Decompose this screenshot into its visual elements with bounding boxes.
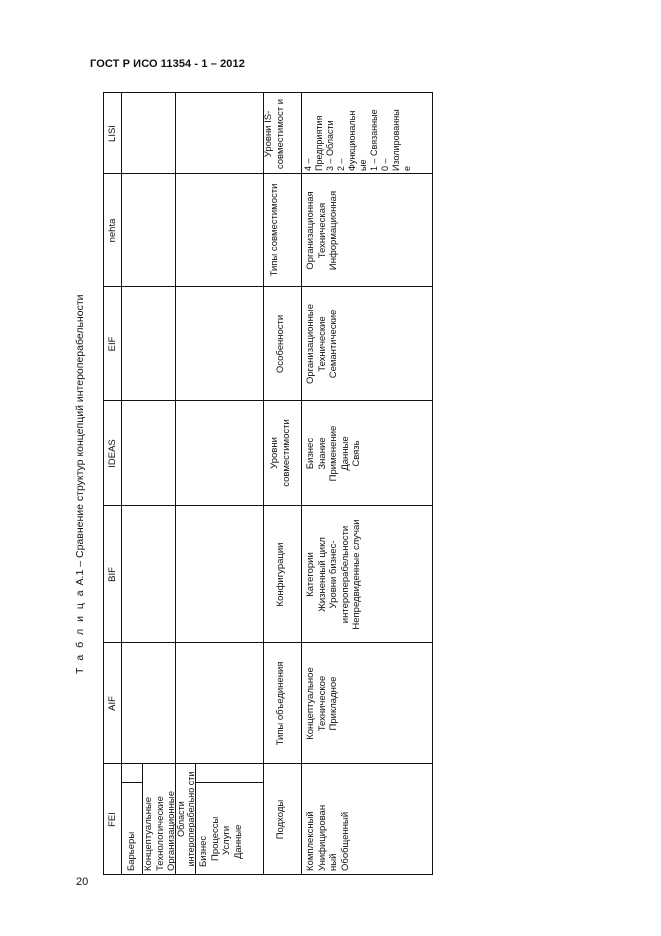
bif-configuration: Уровни бизнес- bbox=[328, 540, 339, 609]
table-caption bbox=[74, 194, 86, 674]
bif-configurations-list bbox=[305, 506, 429, 643]
document-header: ГОСТ Р ИСО 11354 - 1 – 2012 bbox=[90, 58, 245, 70]
comparison-table bbox=[103, 92, 433, 875]
lisi-level: 0 – bbox=[380, 158, 390, 171]
eif-feature: Организационные bbox=[305, 303, 316, 385]
row-label-aif: Типы объединения bbox=[275, 661, 286, 746]
eif-features-list bbox=[305, 287, 429, 401]
ideas-level: Связь bbox=[351, 440, 362, 467]
fei-approach: ный bbox=[328, 853, 339, 871]
table-border-bottom bbox=[432, 92, 433, 875]
row-label-nehta: Типы совместимости bbox=[269, 183, 280, 277]
aif-integration-type: Прикладное bbox=[328, 676, 339, 731]
fei-areas-list bbox=[198, 783, 260, 867]
column-header-lisi: LISI bbox=[107, 125, 118, 142]
fei-barrier: Технологические bbox=[154, 796, 166, 871]
lisi-level: 1 – Связанные bbox=[369, 109, 379, 171]
page-number: 20 bbox=[76, 876, 89, 888]
aif-integration-type: Техническое bbox=[316, 675, 328, 732]
lisi-level: 4 – bbox=[303, 158, 313, 171]
ideas-level: Знание bbox=[316, 437, 328, 470]
column-header-aif: AIF bbox=[107, 696, 118, 711]
fei-approach: Унифицирован bbox=[316, 804, 328, 871]
row-label-eif: Особенности bbox=[275, 314, 286, 374]
bif-configuration: Категории bbox=[305, 552, 316, 597]
nehta-type: Техническая bbox=[316, 202, 328, 259]
fei-approaches-list bbox=[305, 765, 429, 871]
approaches-row-divider bbox=[301, 92, 302, 875]
ideas-level: Бизнес bbox=[305, 437, 316, 470]
aif-integration-type: Концептуальное bbox=[305, 667, 316, 740]
nehta-types-list bbox=[305, 174, 429, 287]
fei-area: Процессы bbox=[209, 816, 221, 861]
fei-area: Бизнес bbox=[198, 835, 209, 867]
fei-area: Данные bbox=[232, 824, 244, 859]
caption-title: А.1 – Сравнение структур концепций интероперабельности bbox=[74, 294, 86, 586]
lisi-level: ые bbox=[358, 159, 368, 171]
nehta-type: Информационная bbox=[328, 190, 339, 271]
table-border-left bbox=[103, 874, 433, 875]
header-row-divider bbox=[121, 92, 122, 875]
aif-row-divider-2 bbox=[263, 92, 264, 764]
row-label-ideas: Уровни совместимости bbox=[269, 419, 292, 487]
fei-area: Услуги bbox=[221, 825, 232, 855]
lisi-level: 3 – Области bbox=[325, 120, 335, 171]
row-label-bif: Конфигурации bbox=[275, 542, 286, 607]
table-border-top bbox=[103, 92, 104, 875]
lisi-level: Функциональн bbox=[347, 110, 357, 171]
lisi-level: 2 – bbox=[336, 158, 346, 171]
row-label-fei: Подходы bbox=[275, 799, 286, 840]
nehta-type: Организационная bbox=[305, 191, 316, 270]
fei-barrier: Концептуальные bbox=[143, 796, 154, 871]
ideas-level: Применение bbox=[328, 425, 339, 482]
bif-configuration: Непредвиденные случаи bbox=[351, 519, 362, 630]
eif-feature: Семантические bbox=[328, 309, 339, 379]
ideas-level: Данные bbox=[339, 436, 351, 471]
fei-areas-label: Области интероперабельно сти bbox=[176, 771, 196, 867]
eif-feature: Технические bbox=[316, 316, 328, 372]
aif-integration-types-list bbox=[305, 643, 429, 764]
fei-barriers-list bbox=[143, 764, 175, 871]
column-header-ideas: IDEAS bbox=[107, 439, 118, 468]
lisi-levels-list bbox=[303, 93, 432, 171]
lisi-level: е bbox=[402, 165, 412, 171]
column-header-nehta: nehta bbox=[107, 218, 118, 243]
fei-barriers-label: Барьеры bbox=[126, 831, 137, 871]
column-header-fei: FEI bbox=[107, 812, 118, 827]
aif-row-divider-1 bbox=[175, 92, 176, 764]
column-header-eif: EIF bbox=[107, 336, 118, 352]
row-label-lisi: Уровни IS-совместимост и bbox=[263, 98, 286, 170]
lisi-level: Предприятия bbox=[314, 115, 324, 171]
fei-approach: Комплексный bbox=[305, 811, 316, 871]
lisi-level: Изолированны bbox=[391, 109, 401, 171]
bif-configuration: интероперабельности bbox=[339, 525, 351, 624]
bif-configuration: Жизненный цикл bbox=[316, 537, 328, 612]
ideas-levels-list bbox=[305, 401, 429, 506]
fei-subcol-divider-4 bbox=[263, 764, 264, 875]
fei-barrier: Организационные bbox=[166, 790, 177, 871]
column-header-bif: BIF bbox=[107, 567, 118, 582]
caption-prefix: Т а б л и ц а bbox=[74, 588, 86, 674]
fei-approach: Обобщенный bbox=[339, 811, 351, 871]
